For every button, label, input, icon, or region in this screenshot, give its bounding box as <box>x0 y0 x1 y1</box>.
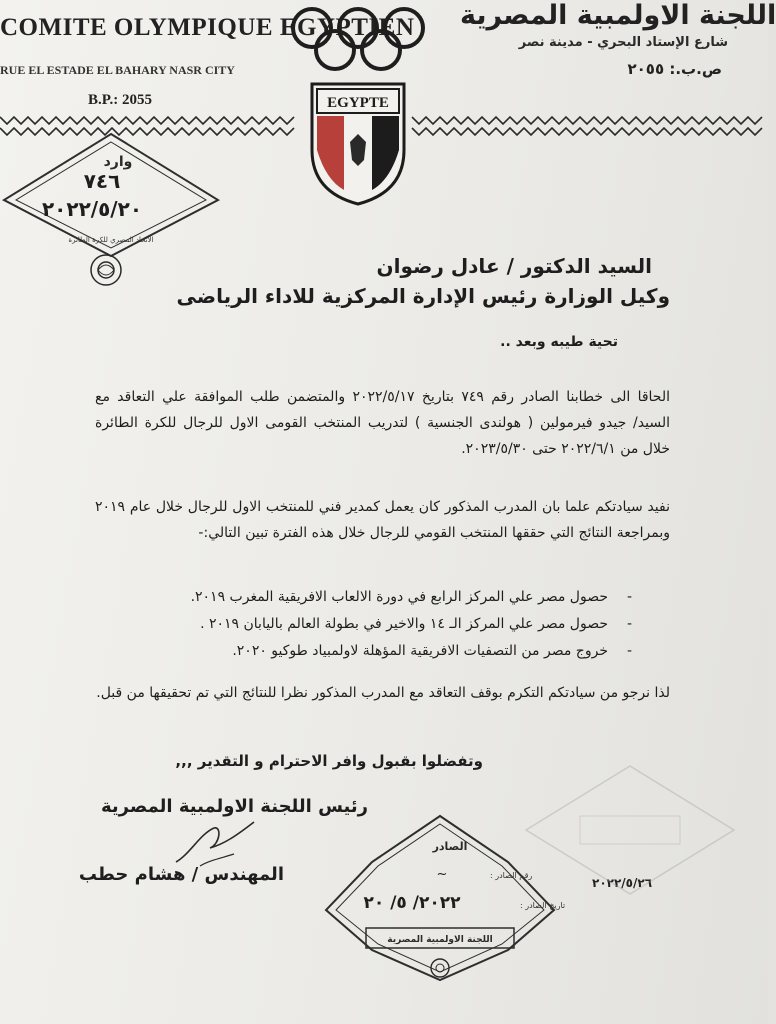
handwritten-signature <box>170 814 260 874</box>
emblem-label: EGYPTE <box>327 95 389 111</box>
received-stamp-org: الاتحاد المصري للكرة الطائرة <box>68 236 154 244</box>
signer-title: رئيس اللجنة الاولمبية المصرية <box>100 796 368 817</box>
header-arabic-title: اللجنة الاولمبية المصرية <box>460 0 776 31</box>
outgoing-stamp-date-label: تاريخ الصادر : <box>520 901 566 910</box>
header-arabic-po-box: ص.ب.: ٢٠٥٥ <box>627 60 722 78</box>
results-list <box>191 584 632 665</box>
paragraph-request: لذا نرجو من سيادتكم التكرم بوقف التعاقد مع المدرب المذكور نظرا للنتائج التي تم تحقيقها من قبل. <box>96 685 670 701</box>
bullet-marker: - <box>626 643 632 659</box>
olympic-rings-icon <box>288 4 428 76</box>
list-item <box>191 611 632 638</box>
header-french-address: RUE EL ESTADE EL BAHARY NASR CITY <box>0 63 235 77</box>
outgoing-stamp-date: ٢٠٢٢/ ٥/ ٢٠ <box>363 893 461 913</box>
bullet-marker: - <box>626 589 632 605</box>
faint-stamp-impression <box>520 760 740 900</box>
egypt-shield-emblem <box>308 80 408 208</box>
header-french-title: COMITE OLYMPIQUE EGYPTIEN <box>0 14 415 41</box>
received-stamp-number: ٧٤٦ <box>83 169 121 193</box>
federation-logo-icon <box>88 252 124 288</box>
outgoing-stamp-label: الصادر <box>432 840 468 853</box>
closing-line: وتفضلوا بقبول وافر الاحترام و التقدير ,,, <box>175 752 483 770</box>
paragraph-reference: الحاقا الى خطابنا الصادر رقم ٧٤٩ بتاريخ ٢٠٢٢/٥/١٧ والمتضمن طلب الموافقة علي التعاقد مع السيد/ جيدو فيرمولين ( هولندى الجنسية ) لتدريب المنتخب القومى الاول للرجال للكرة الطائرة خلال من ٢٠٢٢/٦/١ حتى ٢٠٢٣/٥/٣٠. <box>95 389 671 457</box>
outgoing-stamp-org: اللجنة الاولمبية المصرية <box>387 935 493 945</box>
paragraph-findings: نفيد سيادتكم علما بان المدرب المذكور كان يعمل كمدير فني للمنتخب الاول للرجال خلال عام ٢٠١٩ وبمراجعة النتائج التي حققها المنتخب القومي للرجال خلال هذه الفترة تبين التالي:- <box>95 499 670 541</box>
list-item-text: حصول مصر علي المركز الـ ١٤ والاخير في بطولة العالم باليابان ٢٠١٩ . <box>200 616 608 632</box>
header-arabic-address: شارع الإستاد البحري - مدينة نصر <box>518 35 728 50</box>
received-stamp-label: وارد <box>103 154 133 170</box>
list-item <box>191 584 632 611</box>
list-item-text: حصول مصر علي المركز الرابع في دورة الالعاب الافريقية المغرب ٢٠١٩. <box>190 589 608 605</box>
signer-name: المهندس / هشام حطب <box>78 864 284 885</box>
outgoing-stamp-number-label: رقم الصادر : <box>490 871 533 880</box>
greeting: تحية طيبه وبعد .. <box>500 334 618 350</box>
addressee-title: وكيل الوزارة رئيس الإدارة المركزية للاداء الرياضى <box>176 284 670 308</box>
olympic-committee-logo-icon <box>431 959 449 977</box>
list-item-text: خروج مصر من التصفيات الافريقية المؤهلة لاولمبياد طوكيو ٢٠٢٠. <box>232 643 608 659</box>
received-stamp-date: ٢٠٢٢/٥/٢٠ <box>41 197 143 221</box>
addressee-name: السيد الدكتور / عادل رضوان <box>376 254 652 278</box>
header-french-po-box: B.P.: 2055 <box>88 92 153 108</box>
outgoing-stamp-number-scribble: ~ <box>436 867 448 882</box>
header-zigzag-right <box>412 114 768 140</box>
bullet-marker: - <box>626 616 632 632</box>
letter-date: ٢٠٢٢/٥/٢٦ <box>592 876 653 890</box>
received-stamp <box>0 130 222 260</box>
list-item <box>191 638 632 665</box>
